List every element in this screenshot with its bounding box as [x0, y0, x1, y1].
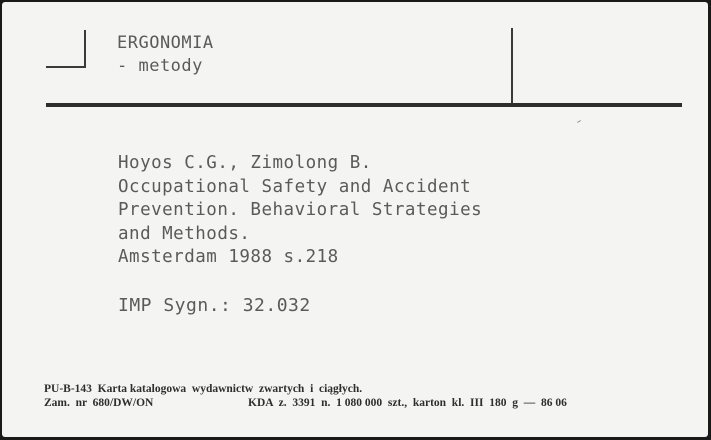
title-line: Prevention. Behavioral Strategies: [118, 200, 483, 220]
title-line: Occupational Safety and Accident: [118, 176, 472, 197]
bibliographic-entry: [118, 152, 482, 270]
imprint-line: Amsterdam 1988 s.218: [118, 247, 339, 267]
stray-mark: [577, 120, 581, 123]
authors-line: Hoyos C.G., Zimolong B.: [118, 153, 372, 173]
title-line: and Methods.: [118, 223, 251, 244]
header-rule: [46, 103, 682, 107]
header-divider-vertical: [511, 28, 513, 104]
catalog-card: [2, 2, 708, 437]
footer-print-details: KDA z. 3391 n. 1 080 000 szt., karton kl. III 180 g — 86 06: [248, 397, 567, 409]
call-number: IMP Sygn.: 32.032: [118, 295, 311, 316]
subject-subheading: - metody: [117, 56, 203, 76]
corner-mark-horizontal: [46, 66, 86, 68]
footer-print-line: [44, 396, 567, 410]
card-footer: [44, 382, 567, 410]
subject-heading-block: [117, 32, 214, 78]
footer-form-line: PU-B-143 Karta katalogowa wydawnictw zwartych i ciągłych.: [44, 383, 363, 395]
footer-order-number: Zam. nr 680/DW/ON: [44, 397, 154, 409]
subject-heading: ERGONOMIA: [117, 33, 214, 53]
corner-mark-vertical: [84, 30, 86, 68]
